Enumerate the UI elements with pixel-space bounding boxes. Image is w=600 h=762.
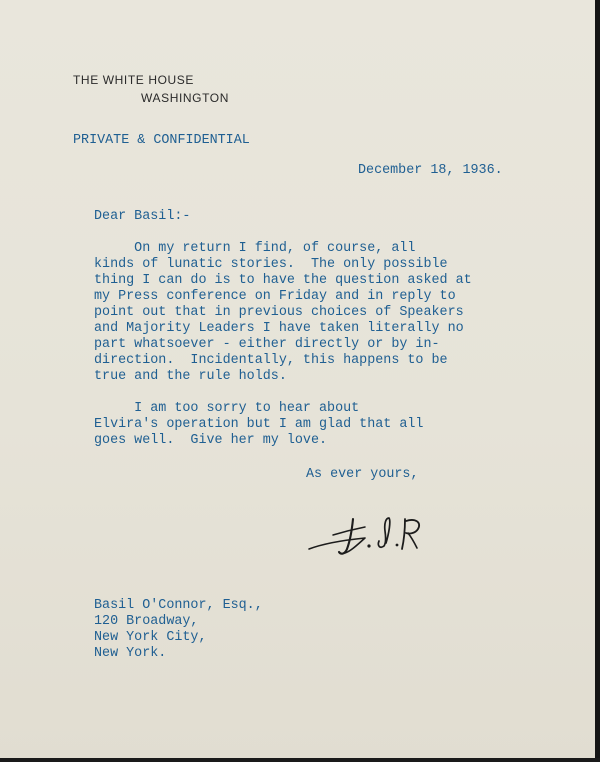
recipient-address-line: 120 Broadway, — [94, 614, 199, 629]
paragraph-1-line: part whatsoever - either directly or by in- — [94, 337, 440, 352]
paragraph-1-line: direction. Incidentally, this happens to be — [94, 353, 448, 368]
recipient-address-line: Basil O'Connor, Esq., — [94, 598, 263, 613]
paragraph-1-line: and Majority Leaders I have taken literally no — [94, 321, 464, 336]
paragraph-2-line: goes well. Give her my love. — [94, 433, 328, 448]
confidential-marking: PRIVATE & CONFIDENTIAL — [73, 133, 250, 148]
recipient-address-line: New York City, — [94, 630, 207, 645]
paragraph-1-line: point out that in previous choices of Speakers — [94, 305, 464, 320]
scan-edge-bottom — [0, 758, 600, 762]
paragraph-1-line: true and the rule holds. — [94, 369, 287, 384]
paragraph-1-line: thing I can do is to have the question asked at — [94, 273, 472, 288]
letter-date: December 18, 1936. — [358, 163, 503, 178]
paragraph-1-line: On my return I find, of course, all — [94, 241, 416, 256]
letterhead-organization: THE WHITE HOUSE — [73, 73, 195, 87]
complimentary-close: As ever yours, — [306, 467, 419, 482]
paragraph-1-line: my Press conference on Friday and in reply to — [94, 289, 456, 304]
paragraph-2-line: I am too sorry to hear about — [94, 401, 360, 416]
handwritten-signature — [305, 505, 435, 570]
salutation: Dear Basil:- — [94, 209, 191, 224]
letterhead-city: WASHINGTON — [141, 91, 230, 105]
scan-edge-right — [595, 0, 600, 762]
paragraph-2-line: Elvira's operation but I am glad that all — [94, 417, 424, 432]
recipient-address-line: New York. — [94, 646, 167, 661]
paragraph-1-line: kinds of lunatic stories. The only possible — [94, 257, 448, 272]
